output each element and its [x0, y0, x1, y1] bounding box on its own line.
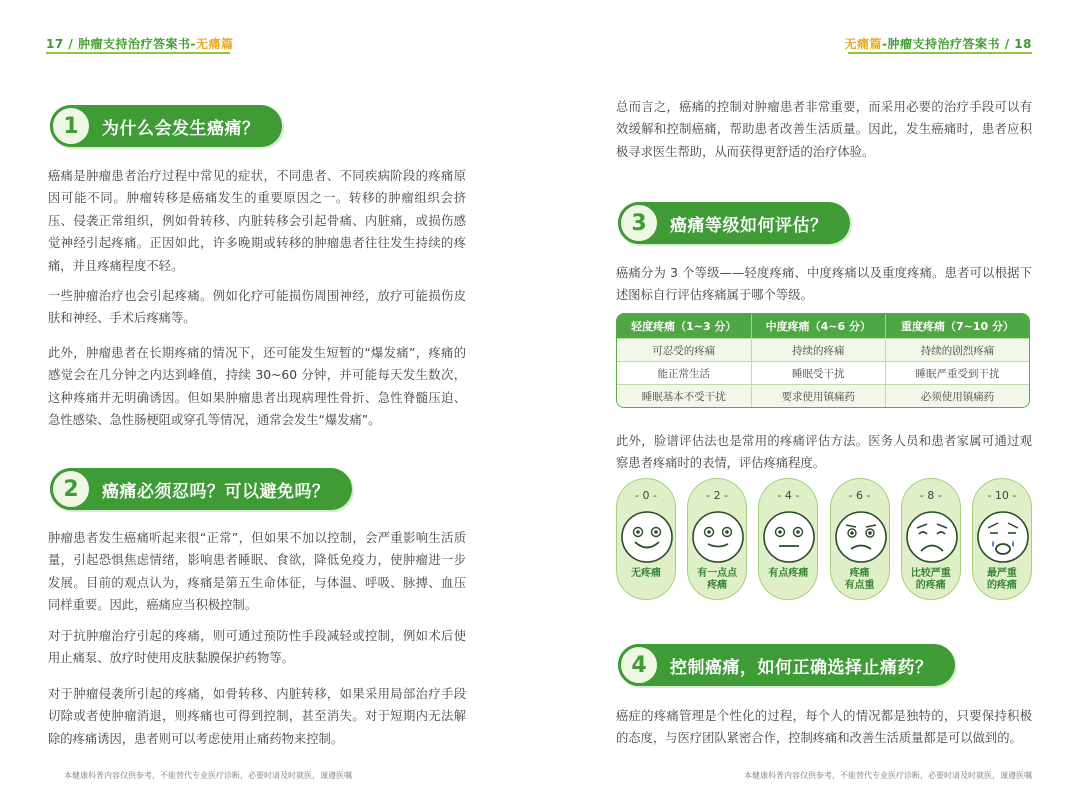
table-cell: 必须使用镇痛药 — [886, 384, 1029, 407]
left-page-number: 17 — [46, 37, 64, 51]
right-footer-disclaimer: 本健康科普内容仅供参考，不能替代专业医疗诊断，必要时请及时就医，谨遵医嘱 — [744, 771, 1032, 780]
table-cell: 持续的疼痛 — [752, 338, 887, 361]
face-card — [830, 478, 890, 600]
face-score: - 6 - — [848, 489, 871, 502]
face-worst-pain-icon — [975, 509, 1031, 565]
paragraph: 对于抗肿瘤治疗引起的疼痛，则可通过预防性手段减轻或控制，例如术后使用止痛泵、放疗时使用皮肤黏膜保护药物等。 — [48, 629, 466, 666]
paragraph: 癌痛是肿瘤患者治疗过程中常见的症状，不同患者、不同疾病阶段的疼痛原因可能不同。肿瘤转移是癌痛发生的重要原因之一。转移的肿瘤组织会挤压、侵袭正常组织，例如骨转移、内脏转移会引起骨痛、内脏痛，或损伤感觉神经引起疼痛。正因如此，许多晚期或转移的肿瘤患者往往发生持续的疼痛，并且疼痛程度不轻。 — [48, 169, 466, 273]
face-label: 的疼痛 — [986, 580, 1017, 591]
right-header-title-emphasis: 无痛篇 — [844, 37, 883, 51]
face-pain-scale — [616, 478, 1032, 602]
table-header-row — [617, 314, 1029, 338]
section-title: 为什么会发生癌痛？ — [102, 118, 260, 139]
table-cell: 睡眠严重受到干扰 — [886, 361, 1029, 384]
section-2-heading — [50, 468, 352, 510]
right-page — [540, 0, 1080, 796]
left-header-title: 肿瘤支持治疗答案书- — [77, 37, 196, 51]
table-cell: 睡眠受干扰 — [752, 361, 887, 384]
right-header-title: -肿瘤支持治疗答案书 — [882, 37, 1001, 51]
face-severe-pain-icon — [904, 509, 960, 565]
paragraph: 癌痛分为 3 个等级——轻度疼痛、中度疼痛以及重度疼痛。患者可以根据下述图标自行评估疼痛属于哪个等级。 — [616, 266, 1032, 303]
face-score: - 10 - — [987, 489, 1017, 502]
paragraph: 肿瘤患者发生癌痛听起来很“正常”，但如果不加以控制，会严重影响生活质量，引起恐惧焦虑情绪，影响患者睡眠、食欲，降低免疫力，使肿瘤进一步发展。目前的观点认为，疼痛是第五生命体征，与体温、呼吸、脉搏、血压同样重要。因此，癌痛应当积极控制。 — [48, 531, 466, 613]
section-4-heading — [618, 644, 955, 686]
section-title: 癌痛必须忍吗？可以避免吗？ — [102, 481, 330, 502]
table-cell: 睡眠基本不受干扰 — [617, 384, 752, 407]
header-rule — [46, 52, 230, 54]
table-row — [617, 361, 1029, 384]
table-row — [617, 338, 1029, 361]
face-label: 疼痛 — [849, 568, 870, 579]
face-card — [687, 478, 747, 600]
right-page-header — [845, 35, 1032, 52]
column-header: 轻度疼痛（1~3 分） — [617, 314, 752, 338]
section-number: 2 — [50, 468, 92, 510]
paragraph: 总而言之，癌痛的控制对肿瘤患者非常重要，而采用必要的治疗手段可以有效缓解和控制癌痛，帮助患者改善生活质量。因此，发生癌痛时，患者应积极寻求医生帮助，从而获得更舒适的治疗体验。 — [616, 100, 1032, 159]
face-score: - 0 - — [635, 489, 657, 502]
section-1-heading — [50, 105, 282, 147]
face-label: 比较严重 — [910, 568, 951, 579]
table-cell: 持续的剧烈疼痛 — [886, 338, 1029, 361]
paragraph: 此外，肿瘤患者在长期疼痛的情况下，还可能发生短暂的“爆发痛”，疼痛的感觉会在几分钟之内达到峰值，持续 30~60 分钟，并可能每天发生数次，这种疼痛并无明确诱因。但如果肿瘤患者出现病理性骨折、急性脊髓压迫、急性感染、急性肠梗阻或穿孔等情况，通常会发生“爆发痛”。 — [48, 346, 466, 428]
paragraph: 一些肿瘤治疗也会引起疼痛。例如化疗可能损伤周围神经，放疗可能损伤皮肤和神经、手术后疼痛等。 — [48, 289, 466, 326]
table-row — [617, 384, 1029, 407]
column-header: 中度疼痛（4~6 分） — [752, 314, 887, 338]
face-label: 无疼痛 — [631, 568, 661, 579]
face-label: 有点重 — [844, 580, 875, 591]
header-separator: / — [1004, 37, 1010, 51]
left-header-title-emphasis: 无痛篇 — [195, 37, 234, 51]
paragraph: 对于肿瘤侵袭所引起的疼痛，如骨转移、内脏转移，如果采用局部治疗手段切除或者使肿瘤消退，则疼痛也可得到控制，甚至消失。对于短期内无法解除的疼痛诱因，患者则可以考虑使用止痛药物来控制。 — [48, 687, 466, 746]
face-label: 的疼痛 — [915, 580, 946, 591]
table-cell: 要求使用镇痛药 — [752, 384, 887, 407]
face-label: 疼痛 — [707, 580, 728, 591]
pain-level-table — [616, 313, 1030, 408]
face-moderate-pain-icon — [833, 509, 889, 565]
left-footer-disclaimer: 本健康科普内容仅供参考，不能替代专业医疗诊断，必要时请及时就医，谨遵医嘱 — [64, 771, 352, 780]
face-label: 有一点点 — [697, 568, 738, 579]
section-title: 癌痛等级如何评估？ — [670, 215, 828, 236]
section-3-heading — [618, 202, 850, 244]
header-separator: / — [68, 37, 74, 51]
face-no-pain-icon — [619, 509, 675, 565]
paragraph: 此外，脸谱评估法也是常用的疼痛评估方法。医务人员和患者家属可通过观察患者疼痛时的表情，评估疼痛程度。 — [616, 434, 1032, 471]
paragraph: 癌症的疼痛管理是个性化的过程，每个人的情况都是独特的，只要保持积极的态度，与医疗团队紧密合作，控制疼痛和改善生活质量都是可以做到的。 — [616, 709, 1032, 746]
section-number: 4 — [618, 644, 660, 686]
face-label: 有点疼痛 — [768, 568, 809, 579]
face-card — [901, 478, 961, 600]
face-score: - 8 - — [919, 489, 942, 502]
face-little-pain-icon — [690, 509, 746, 565]
face-card — [972, 478, 1032, 600]
header-rule — [848, 52, 1032, 54]
face-score: - 2 - — [706, 489, 729, 502]
table-cell: 可忍受的疼痛 — [617, 338, 752, 361]
section-number: 1 — [50, 105, 92, 147]
section-number: 3 — [618, 202, 660, 244]
face-card — [758, 478, 818, 600]
section-title: 控制癌痛，如何正确选择止痛药？ — [670, 657, 933, 678]
table-cell: 能正常生活 — [617, 361, 752, 384]
face-label: 最严重 — [986, 568, 1017, 579]
face-some-pain-icon — [761, 509, 817, 565]
face-card — [616, 478, 676, 600]
left-page-header — [46, 35, 233, 52]
right-page-number: 18 — [1014, 37, 1032, 51]
face-score: - 4 - — [777, 489, 800, 502]
column-header: 重度疼痛（7~10 分） — [886, 314, 1029, 338]
